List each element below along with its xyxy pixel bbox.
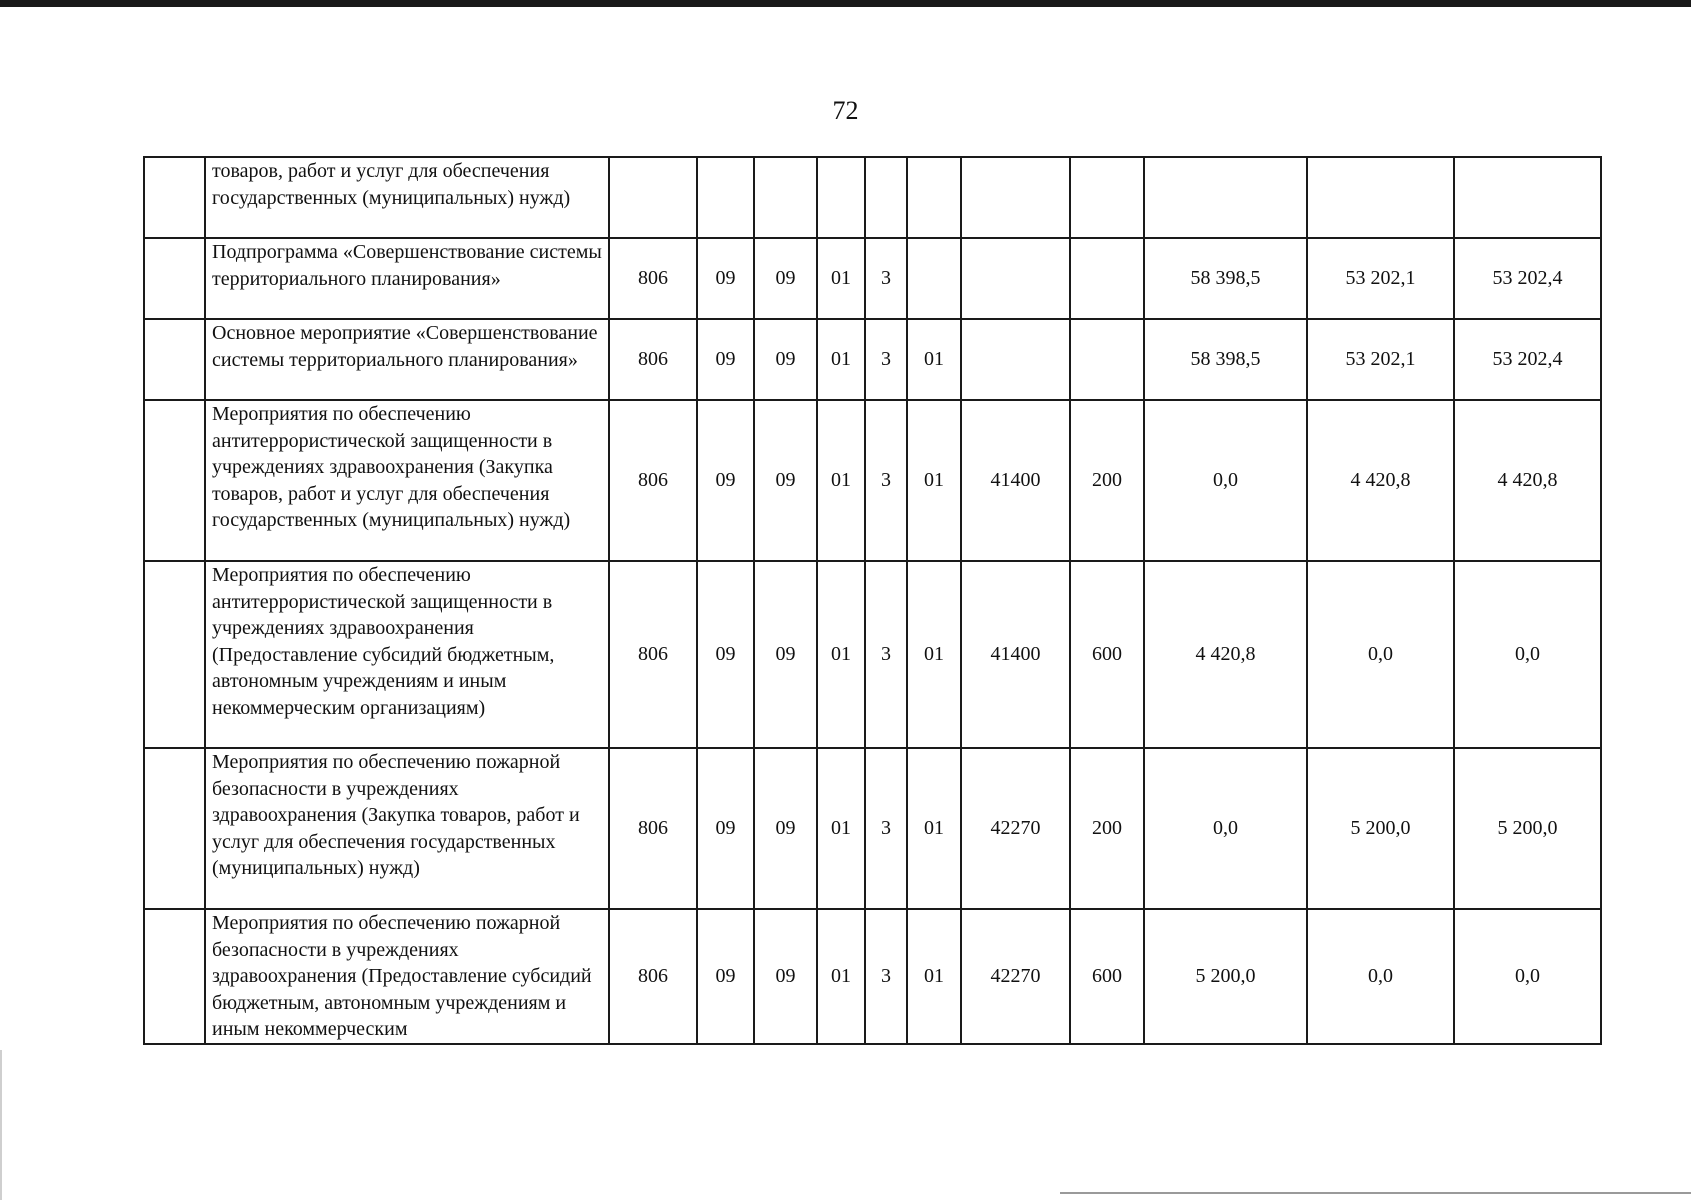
item-name-cell: Подпрограмма «Совершенствование системы территориального планирования» (205, 238, 609, 319)
program-cell: 01 (817, 238, 865, 319)
expense-type-cell: 600 (1070, 909, 1144, 1044)
main-activity-cell (907, 238, 961, 319)
direction-code-cell (961, 238, 1070, 319)
row-number-cell (144, 319, 205, 400)
subprogram-cell: 3 (865, 748, 907, 909)
section-cell: 09 (697, 748, 754, 909)
row-number-cell (144, 400, 205, 561)
amount-year-1-cell: 58 398,5 (1144, 238, 1307, 319)
amount-year-2-cell: 5 200,0 (1307, 748, 1454, 909)
item-name-cell: Мероприятия по обеспечению антитеррористической защищенности в учреждениях здравоохранения (Предоставление субсидий бюджетным, автономным учреждениям и иным некоммерческим организациям) (205, 561, 609, 748)
program-cell: 01 (817, 748, 865, 909)
direction-code-cell: 42270 (961, 909, 1070, 1044)
subsection-cell: 09 (754, 909, 817, 1044)
amount-year-2-cell: 53 202,1 (1307, 319, 1454, 400)
item-name-cell: Мероприятия по обеспечению пожарной безопасности в учреждениях здравоохранения (Закупка товаров, работ и услуг для обеспечения государственных (муниципальных) нужд) (205, 748, 609, 909)
main-activity-cell: 01 (907, 400, 961, 561)
amount-year-1-cell: 0,0 (1144, 400, 1307, 561)
expense-type-cell (1070, 319, 1144, 400)
page-number: 72 (832, 96, 859, 125)
section-cell (697, 157, 754, 238)
subprogram-cell: 3 (865, 561, 907, 748)
table-row (144, 909, 1601, 1044)
ministry-code-cell: 806 (609, 319, 697, 400)
expense-type-cell: 200 (1070, 748, 1144, 909)
ministry-code-cell: 806 (609, 400, 697, 561)
expense-type-cell: 600 (1070, 561, 1144, 748)
row-number-cell (144, 748, 205, 909)
amount-year-3-cell: 53 202,4 (1454, 319, 1601, 400)
amount-year-1-cell (1144, 157, 1307, 238)
row-number-cell (144, 909, 205, 1044)
expense-type-cell (1070, 157, 1144, 238)
section-cell: 09 (697, 238, 754, 319)
main-activity-cell: 01 (907, 748, 961, 909)
amount-year-3-cell: 4 420,8 (1454, 400, 1601, 561)
subprogram-cell: 3 (865, 909, 907, 1044)
amount-year-3-cell: 53 202,4 (1454, 238, 1601, 319)
amount-year-2-cell: 0,0 (1307, 909, 1454, 1044)
subprogram-cell: 3 (865, 319, 907, 400)
subsection-cell: 09 (754, 400, 817, 561)
amount-year-1-cell: 5 200,0 (1144, 909, 1307, 1044)
ministry-code-cell: 806 (609, 909, 697, 1044)
amount-year-2-cell (1307, 157, 1454, 238)
amount-year-2-cell: 53 202,1 (1307, 238, 1454, 319)
scan-bottom-mark (1060, 1192, 1691, 1194)
program-cell: 01 (817, 400, 865, 561)
expense-type-cell (1070, 238, 1144, 319)
ministry-code-cell: 806 (609, 561, 697, 748)
subsection-cell: 09 (754, 748, 817, 909)
subprogram-cell (865, 157, 907, 238)
main-activity-cell (907, 157, 961, 238)
item-name-cell: Мероприятия по обеспечению антитеррористической защищенности в учреждениях здравоохранения (Закупка товаров, работ и услуг для обеспечения государственных (муниципальных) нужд) (205, 400, 609, 561)
subsection-cell: 09 (754, 238, 817, 319)
table-row (144, 748, 1601, 909)
amount-year-1-cell: 0,0 (1144, 748, 1307, 909)
table-row (144, 319, 1601, 400)
main-activity-cell: 01 (907, 909, 961, 1044)
ministry-code-cell: 806 (609, 238, 697, 319)
direction-code-cell: 41400 (961, 400, 1070, 561)
amount-year-3-cell: 5 200,0 (1454, 748, 1601, 909)
section-cell: 09 (697, 909, 754, 1044)
program-cell (817, 157, 865, 238)
section-cell: 09 (697, 561, 754, 748)
budget-table-container (143, 156, 1602, 1045)
table-row (144, 238, 1601, 319)
ministry-code-cell: 806 (609, 748, 697, 909)
subprogram-cell: 3 (865, 400, 907, 561)
direction-code-cell (961, 157, 1070, 238)
amount-year-3-cell: 0,0 (1454, 909, 1601, 1044)
subsection-cell (754, 157, 817, 238)
ministry-code-cell (609, 157, 697, 238)
row-number-cell (144, 238, 205, 319)
amount-year-3-cell: 0,0 (1454, 561, 1601, 748)
row-number-cell (144, 561, 205, 748)
expense-type-cell: 200 (1070, 400, 1144, 561)
table-row (144, 157, 1601, 238)
program-cell: 01 (817, 319, 865, 400)
direction-code-cell (961, 319, 1070, 400)
program-cell: 01 (817, 561, 865, 748)
subsection-cell: 09 (754, 561, 817, 748)
subprogram-cell: 3 (865, 238, 907, 319)
amount-year-2-cell: 4 420,8 (1307, 400, 1454, 561)
scan-edge-mark (0, 1050, 2, 1200)
main-activity-cell: 01 (907, 319, 961, 400)
direction-code-cell: 41400 (961, 561, 1070, 748)
main-activity-cell: 01 (907, 561, 961, 748)
amount-year-1-cell: 4 420,8 (1144, 561, 1307, 748)
section-cell: 09 (697, 319, 754, 400)
top-scan-border (0, 0, 1691, 7)
amount-year-1-cell: 58 398,5 (1144, 319, 1307, 400)
amount-year-2-cell: 0,0 (1307, 561, 1454, 748)
budget-table (143, 156, 1602, 1045)
table-row (144, 400, 1601, 561)
item-name-cell: Мероприятия по обеспечению пожарной безопасности в учреждениях здравоохранения (Предоставление субсидий бюджетным, автономным учреждениям и иным некоммерческим (205, 909, 609, 1044)
row-number-cell (144, 157, 205, 238)
table-row (144, 561, 1601, 748)
section-cell: 09 (697, 400, 754, 561)
subsection-cell: 09 (754, 319, 817, 400)
direction-code-cell: 42270 (961, 748, 1070, 909)
item-name-cell: Основное мероприятие «Совершенствование системы территориального планирования» (205, 319, 609, 400)
item-name-cell: товаров, работ и услуг для обеспечения государственных (муниципальных) нужд) (205, 157, 609, 238)
program-cell: 01 (817, 909, 865, 1044)
amount-year-3-cell (1454, 157, 1601, 238)
